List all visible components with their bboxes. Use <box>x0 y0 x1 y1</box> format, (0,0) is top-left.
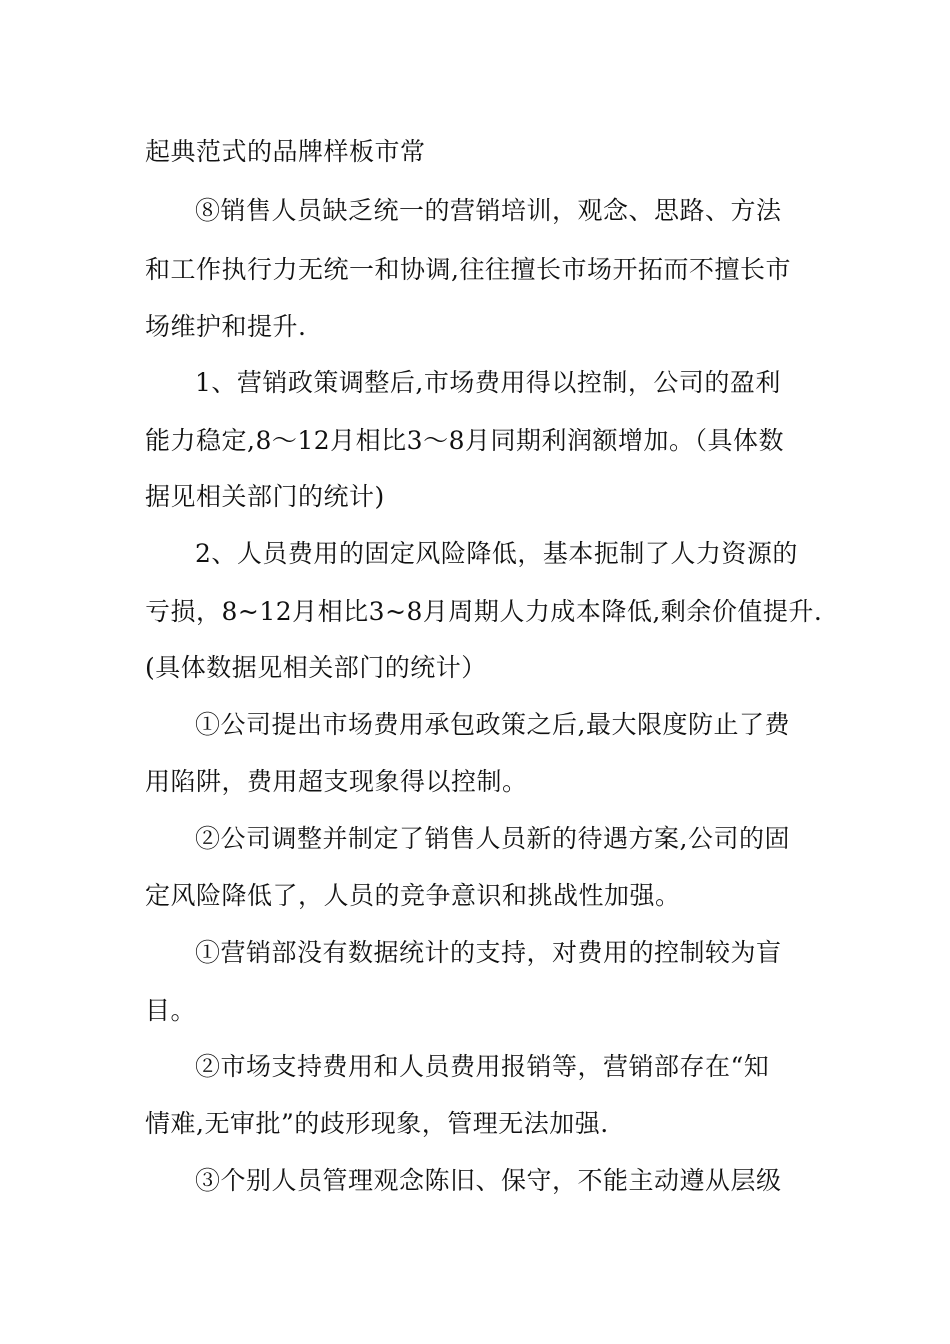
text-line: ①营销部没有数据统计的支持，对费用的控制较为盲 <box>195 938 782 967</box>
text-line: 能力稳定,8～12月相比3～8月同期利润额增加。（具体数 <box>145 426 784 455</box>
text-line: 用陷阱，费用超支现象得以控制。 <box>145 767 528 796</box>
text-line: 和工作执行力无统一和协调,往往擅长市场开拓而不擅长市 <box>145 255 791 284</box>
text-line: 场维护和提升. <box>145 312 307 341</box>
text-line: 亏损，8~12月相比3~8月周期人力成本降低,剩余价值提升. <box>145 597 823 626</box>
text-line: 情难,无审批”的歧形现象，管理无法加强. <box>145 1109 609 1138</box>
text-line: 目。 <box>145 996 197 1025</box>
text-line: ②市场支持费用和人员费用报销等，营销部存在“知 <box>195 1052 770 1081</box>
text-line: 2、人员费用的固定风险降低，基本扼制了人力资源的 <box>195 539 798 568</box>
text-line: 起典范式的品牌样板市常 <box>145 137 426 166</box>
text-line: ①公司提出市场费用承包政策之后,最大限度防止了费 <box>195 710 790 739</box>
text-line: ②公司调整并制定了销售人员新的待遇方案,公司的固 <box>195 824 790 853</box>
text-line: ③个别人员管理观念陈旧、保守，不能主动遵从层级 <box>195 1166 782 1195</box>
text-line: (具体数据见相关部门的统计） <box>145 653 487 682</box>
text-line: 据见相关部门的统计) <box>145 482 385 511</box>
text-line: ⑧销售人员缺乏统一的营销培训，观念、思路、方法 <box>195 196 782 225</box>
text-line: 1、营销政策调整后,市场费用得以控制，公司的盈利 <box>195 368 781 397</box>
text-line: 定风险降低了，人员的竞争意识和挑战性加强。 <box>145 881 681 910</box>
